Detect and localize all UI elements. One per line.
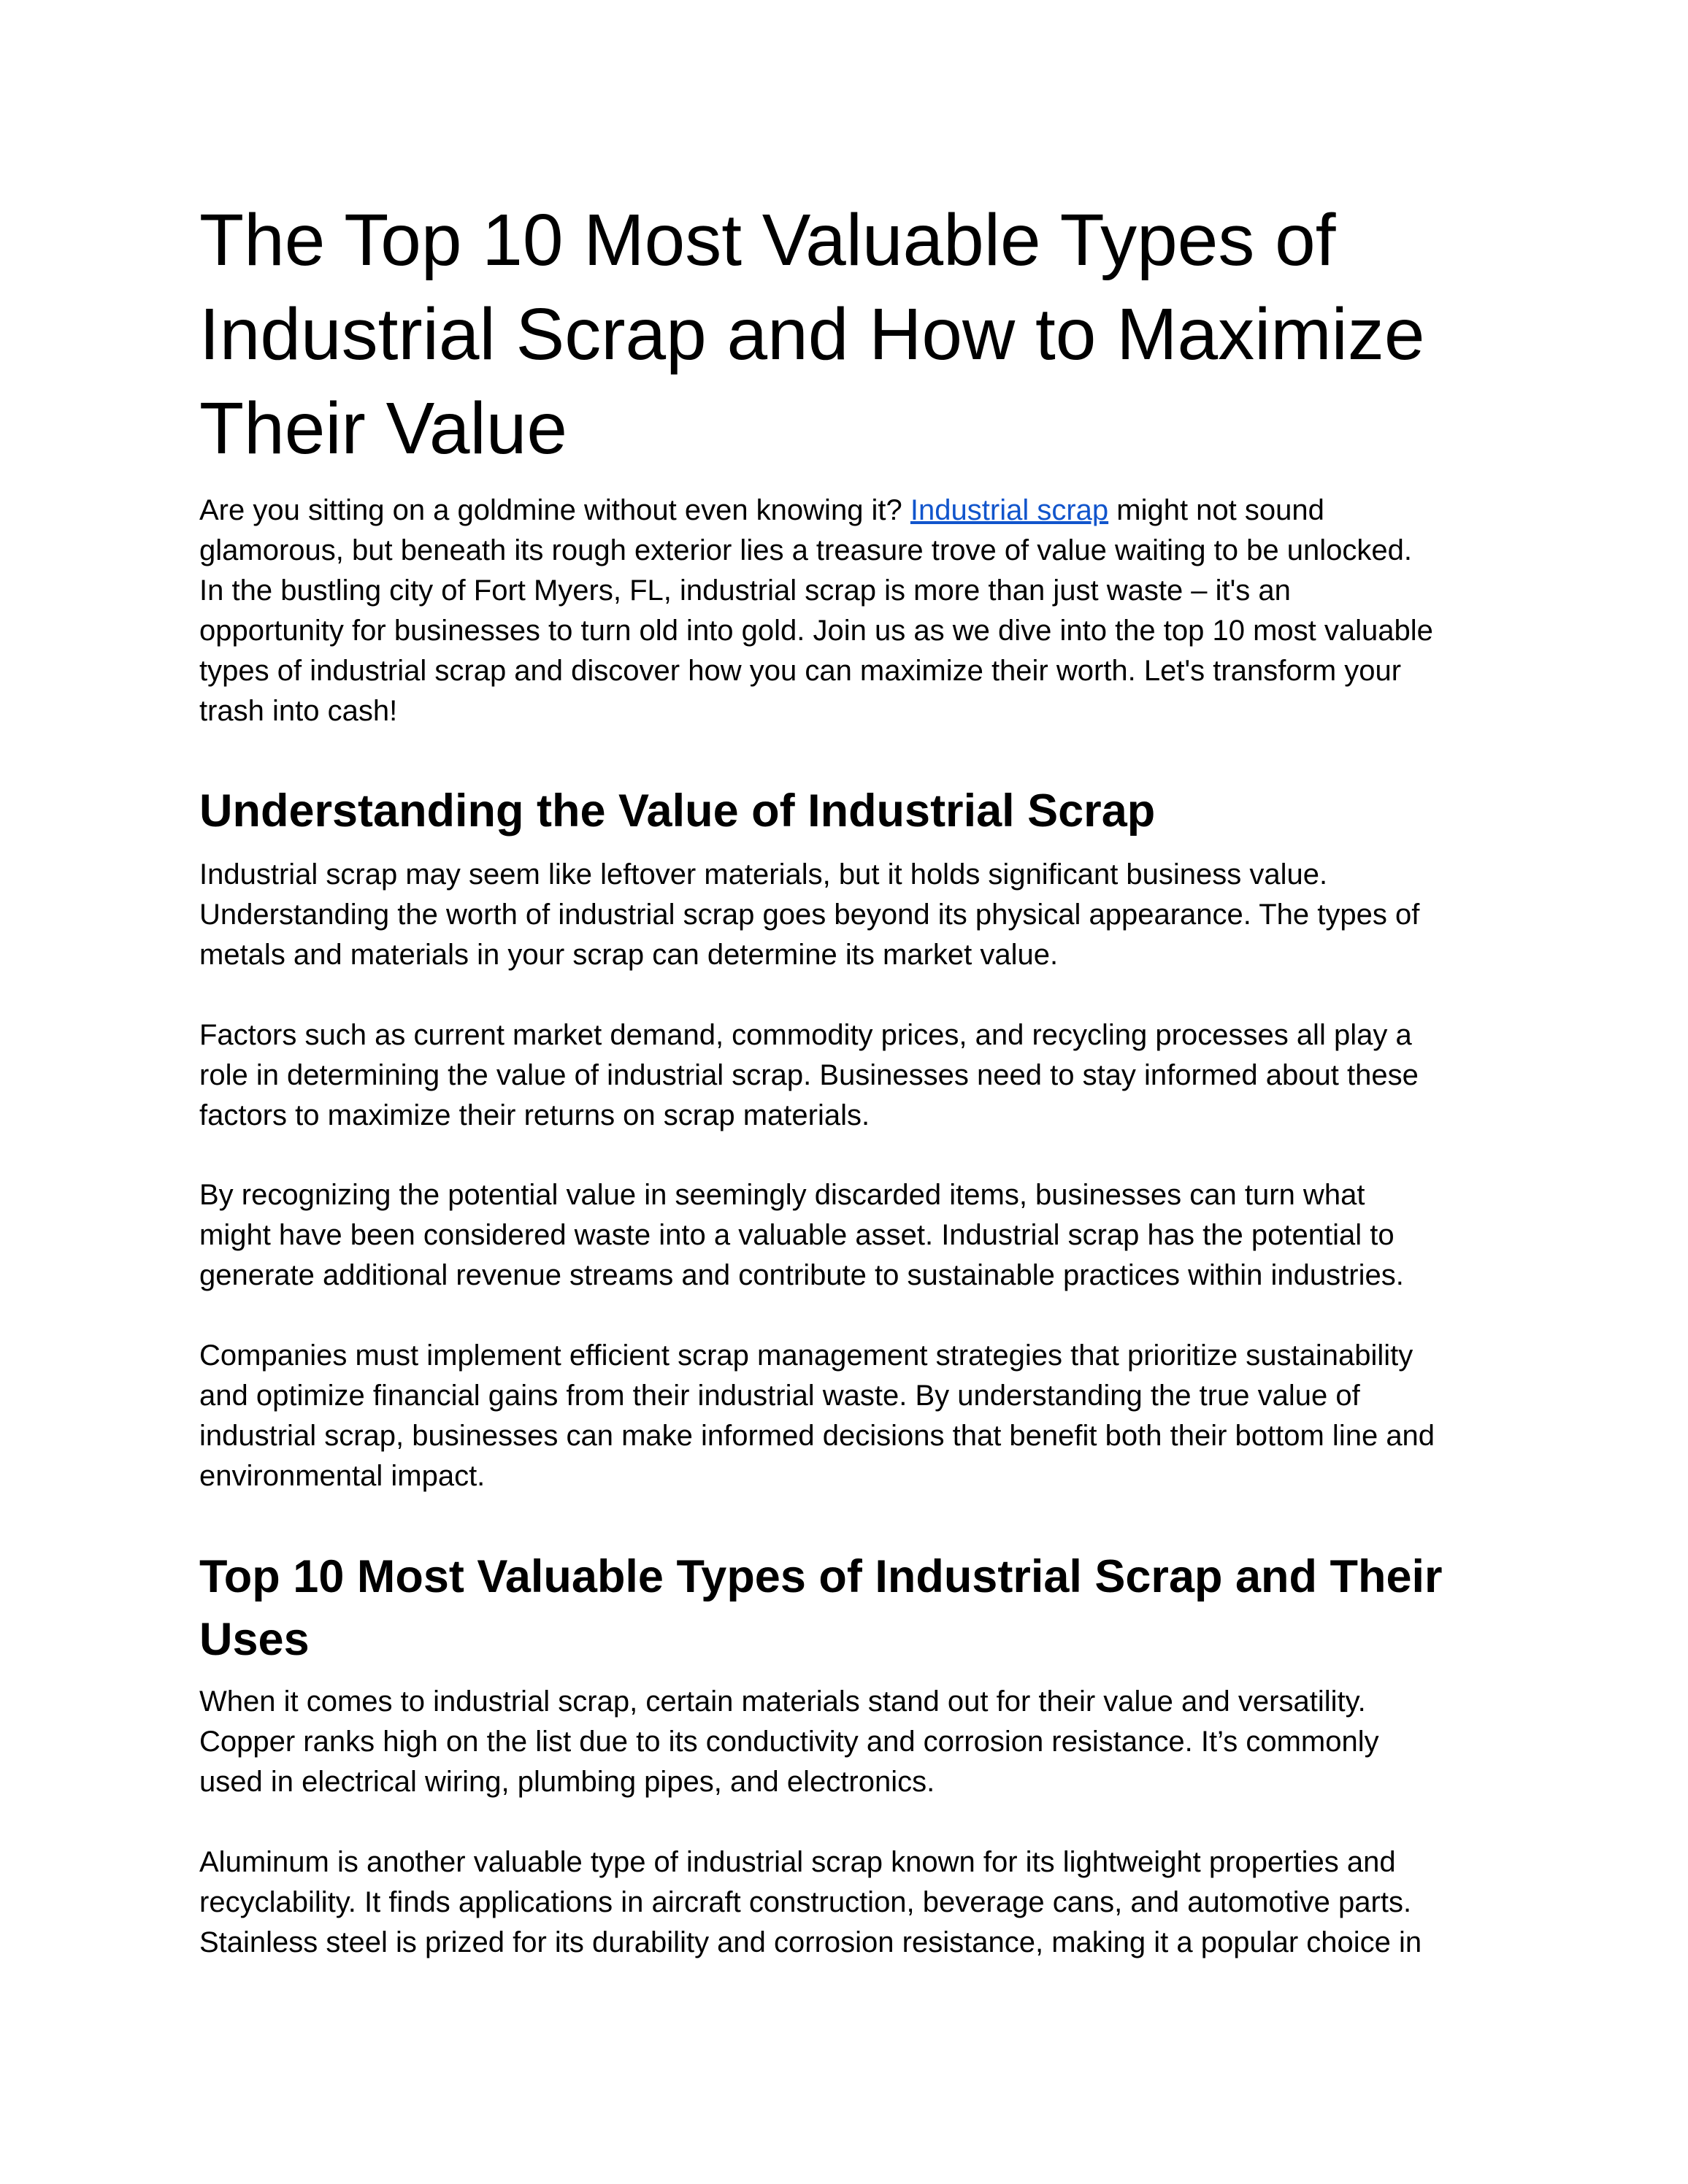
paragraph-line: industrial scrap, businesses can make informed decisions that benefit both their bottom line and <box>199 1420 1435 1452</box>
intro-paragraph <box>199 491 1514 731</box>
intro-line: opportunity for businesses to turn old into gold. Join us as we dive into the top 10 most valuable <box>199 615 1433 647</box>
title-line: Their Value <box>199 388 567 469</box>
intro-line: types of industrial scrap and discover how you can maximize their worth. Let's transform your <box>199 655 1402 687</box>
page-title <box>199 193 1514 476</box>
paragraph-line: metals and materials in your scrap can determine its market value. <box>199 939 1059 971</box>
intro-line: glamorous, but beneath its rough exterior lies a treasure trove of value waiting to be unlocked. <box>199 534 1412 566</box>
body-paragraph <box>199 1682 1514 1802</box>
paragraph-line: and optimize financial gains from their industrial waste. By understanding the true value of <box>199 1380 1360 1412</box>
paragraph-line: generate additional revenue streams and contribute to sustainable practices within industries. <box>199 1259 1404 1291</box>
intro-text: Are you sitting on a goldmine without even knowing it? <box>199 494 910 526</box>
intro-text: might not sound <box>1108 494 1324 526</box>
body-paragraph <box>199 1015 1514 1136</box>
paragraph-line: Stainless steel is prized for its durability and corrosion resistance, making it a popular choice in <box>199 1926 1422 1958</box>
title-line: Industrial Scrap and How to Maximize <box>199 293 1425 375</box>
paragraph-line: Copper ranks high on the list due to its conductivity and corrosion resistance. It’s commonly <box>199 1726 1379 1758</box>
paragraph-line: Understanding the worth of industrial scrap goes beyond its physical appearance. The types of <box>199 899 1420 931</box>
paragraph-line: factors to maximize their returns on scrap materials. <box>199 1099 870 1131</box>
paragraph-line: might have been considered waste into a valuable asset. Industrial scrap has the potential to <box>199 1219 1394 1251</box>
section-heading <box>199 780 1514 842</box>
paragraph-line: used in electrical wiring, plumbing pipes, and electronics. <box>199 1766 935 1798</box>
heading-line: Top 10 Most Valuable Types of Industrial Scrap and Their <box>199 1551 1443 1602</box>
paragraph-line: Factors such as current market demand, commodity prices, and recycling processes all play a <box>199 1019 1412 1051</box>
intro-line: trash into cash! <box>199 695 398 727</box>
intro-line <box>199 491 1514 531</box>
paragraph-line: environmental impact. <box>199 1460 486 1492</box>
heading-line: Understanding the Value of Industrial Scrap <box>199 785 1156 837</box>
title-line: The Top 10 Most Valuable Types of <box>199 199 1336 281</box>
industrial-scrap-link[interactable]: Industrial scrap <box>910 494 1109 526</box>
intro-line: In the bustling city of Fort Myers, FL, industrial scrap is more than just waste – it's an <box>199 574 1291 607</box>
paragraph-line: When it comes to industrial scrap, certain materials stand out for their value and versatility. <box>199 1685 1366 1718</box>
paragraph-line: Industrial scrap may seem like leftover materials, but it holds significant business value. <box>199 858 1328 891</box>
body-paragraph <box>199 1336 1514 1496</box>
body-paragraph <box>199 1175 1514 1296</box>
paragraph-line: role in determining the value of industrial scrap. Businesses need to stay informed about these <box>199 1059 1419 1091</box>
paragraph-line: By recognizing the potential value in seemingly discarded items, businesses can turn what <box>199 1179 1365 1211</box>
body-paragraph <box>199 855 1514 975</box>
paragraph-line: recyclability. It finds applications in aircraft construction, beverage cans, and automotive parts. <box>199 1886 1412 1918</box>
section-heading <box>199 1545 1514 1671</box>
body-paragraph <box>199 1842 1514 1963</box>
paragraph-line: Aluminum is another valuable type of industrial scrap known for its lightweight properties and <box>199 1846 1396 1878</box>
paragraph-line: Companies must implement efficient scrap management strategies that prioritize sustainability <box>199 1339 1413 1372</box>
heading-line: Uses <box>199 1614 310 1665</box>
